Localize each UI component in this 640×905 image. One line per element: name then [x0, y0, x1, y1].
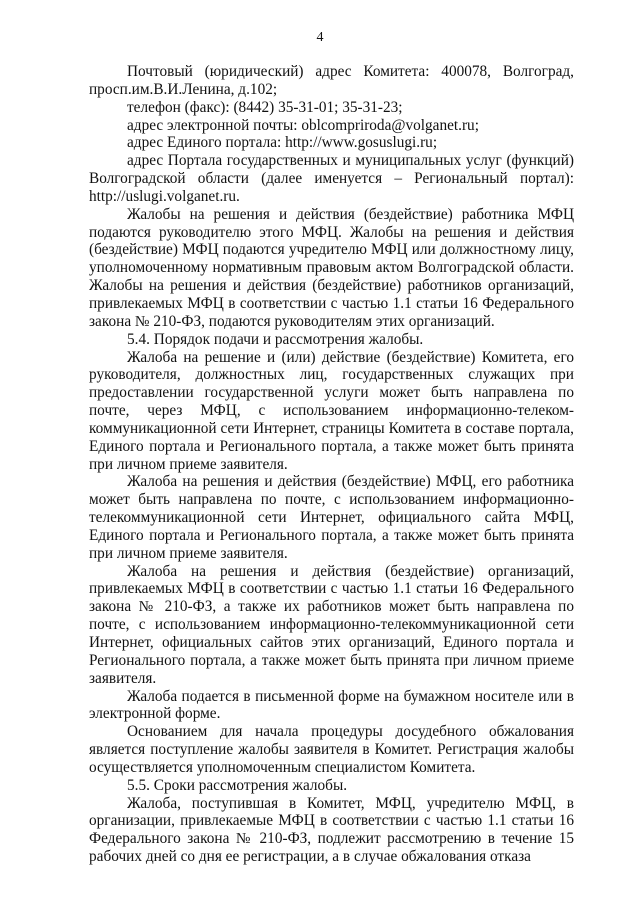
paragraph-organizations-complaint: Жалоба на решения и действия (бездействие) организаций, привлекаемых МФЦ в соответствии с частью 1.1 статьи 16 Федерального закона № 210-ФЗ, а также их работников может быть направлена по почте, с использованием информационно-телекоммуникационной сети Интернет, официальных сайтов этих организаций, Единого портала и Регионального портала, а также может быть принята при личном приеме заявителя. [89, 562, 574, 687]
section-heading-5-4: 5.4. Порядок подачи и рассмотрения жалобы. [127, 330, 424, 348]
section-heading-5-5: 5.5. Сроки рассмотрения жалобы. [127, 776, 348, 794]
paragraph-regional-portal: адрес Портала государственных и муниципальных услуг (функций) Волгоградской области (далее именуется – Региональный портал): http://uslugi.volganet.ru. [89, 152, 574, 205]
body-text [89, 63, 574, 866]
paragraph-mfc-complaint: Жалоба на решения и действия (бездействие) МФЦ, его работника может быть направлена по почте, с использованием информационно-телекоммуникационной сети Интернет, официального сайта МФЦ, Единого портала и Регионального портала, а также может быть принята при личном приеме заявителя. [89, 473, 574, 562]
page-number: 4 [316, 30, 324, 45]
paragraph-postal-address: Почтовый (юридический) адрес Комитета: 400078, Волгоград, просп.им.В.И.Ленина, д.102; [89, 63, 574, 98]
paragraph-complaint-form: Жалоба подается в письменной форме на бумажном носителе или в электронной форме. [89, 687, 574, 723]
paragraph-unified-portal: адрес Единого портала: http://www.gosuslugi.ru; [127, 134, 438, 152]
paragraph-grounds: Основанием для начала процедуры досудебного обжалования является поступление жалобы заявителя в Комитет. Регистрация жалобы осуществляется уполномоченным специалистом Комитета. [89, 723, 574, 776]
paragraph-committee-complaint: Жалоба на решение и (или) действие (бездействие) Комитета, его руководителя, должностных лиц, государственных служащих при предоставлении государственной услуги может быть направлена по почте, через МФЦ, с использованием информационно-телеком-коммуникационной сети Интернет, страницы Комитета в составе портала, Единого портала и Регионального портала, а также может быть принята при личном приеме заявителя. [89, 348, 574, 473]
paragraph-email: адрес электронной почты: oblcompriroda@volganet.ru; [127, 116, 479, 134]
paragraph-review-terms: Жалоба, поступившая в Комитет, МФЦ, учредителю МФЦ, в организации, привлекаемые МФЦ в соответствии с частью 1.1 статьи 16 Федерального закона № 210-ФЗ, подлежит рассмотрению в течение 15 рабочих дней со дня ее регистрации, а в случае обжалования отказа [89, 794, 574, 866]
paragraph-mfc-complaints: Жалобы на решения и действия (бездействие) работника МФЦ подаются руководителю этого МФЦ. Жалобы на решения и действия (бездействие) МФЦ подаются учредителю МФЦ или должностному лицу, уполномоченному нормативным правовым актом Волгоградской области. Жалобы на решения и действия (бездействие) работников организаций, привлекаемых МФЦ в соответствии с частью 1.1 статьи 16 Федерального закона № 210-ФЗ, подаются руководителям этих организаций. [89, 205, 574, 330]
paragraph-phone: телефон (факс): (8442) 35-31-01; 35-31-23; [127, 98, 403, 116]
